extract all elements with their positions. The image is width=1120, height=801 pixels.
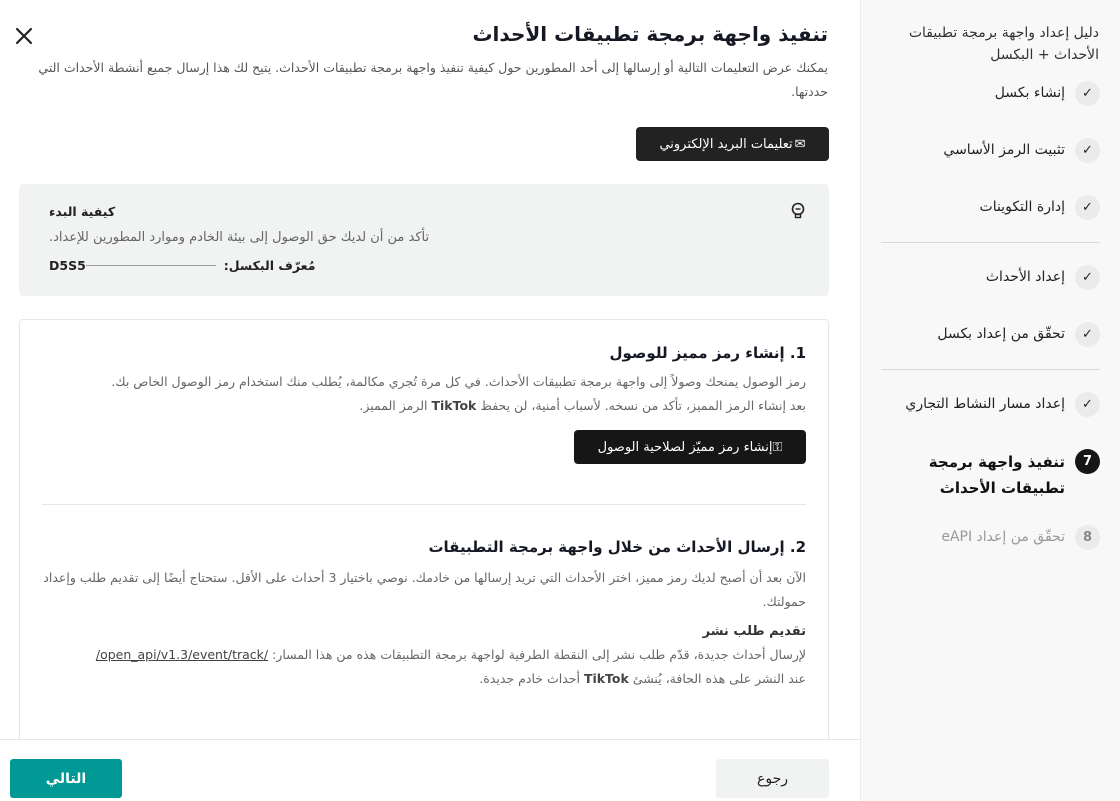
sidebar-item-label: تثبيت الرمز الأساسي <box>943 142 1065 158</box>
step-text: الآن بعد أن أصبح لديك رمز مميز، اختر الأحداث التي تريد إرسالها من خادمك. نوصي باختيار 3 أحداث على الأقل. ستحتاج أيضًا إلى تقديم طلب وإعداد حمولتك. <box>43 570 806 609</box>
sidebar-item-manage-configurations[interactable] <box>881 195 1100 220</box>
sidebar-item-create-pixel[interactable] <box>881 81 1100 106</box>
step-text-line: بعد إنشاء الرمز المميز، تأكد من نسخه. لأسباب أمنية، لن يحفظ TikTok الرمز المميز. <box>359 398 806 413</box>
steps-card <box>19 319 829 740</box>
tip-text: تأكد من أن لديك حق الوصول إلى بيئة الخادم وموارد المطورين للإعداد. <box>49 230 430 245</box>
page-title: تنفيذ واجهة برمجة تطبيقات الأحداث <box>472 22 828 46</box>
step-number-badge: 8 <box>1075 525 1100 550</box>
pixel-id-label: مُعرّف البكسل: <box>223 258 316 273</box>
sidebar-item-install-base-code[interactable] <box>881 138 1100 163</box>
sidebar-item-verify-pixel[interactable] <box>881 322 1100 347</box>
check-icon: ✓ <box>1075 322 1100 347</box>
key-icon: ⚿ <box>772 439 783 455</box>
footer <box>0 739 860 801</box>
sidebar-item-label: إعداد الأحداث <box>985 269 1065 285</box>
pixel-id-value: D5S5 <box>49 258 86 273</box>
endpoint-path-link[interactable]: /open_api/v1.3/event/track/ <box>95 647 269 662</box>
check-icon: ✓ <box>1075 195 1100 220</box>
sidebar-title: دليل إعداد واجهة برمجة تطبيقات الأحداث + البكسل <box>908 25 1099 63</box>
check-icon: ✓ <box>1075 138 1100 163</box>
sidebar-item-label: تحقّق من إعداد eAPI <box>941 529 1065 545</box>
step-text-line: رمز الوصول يمنحك وصولاً إلى واجهة برمجة تطبيقات الأحداث. في كل مرة تُجري مكالمة، يُطلب منك استخدام رمز الوصول الخاص بك. <box>111 374 806 389</box>
sidebar-item-label: تنفيذ واجهة برمجة تطبيقات الأحداث <box>928 453 1065 497</box>
sidebar-item-label: إنشاء بكسل <box>994 85 1065 101</box>
tip-title: كيفية البدء <box>49 204 116 219</box>
check-icon: ✓ <box>1075 265 1100 290</box>
sidebar-item-label: إدارة التكوينات <box>979 199 1065 215</box>
step-divider <box>42 504 806 505</box>
sidebar-item-verify-eapi[interactable] <box>881 525 1100 550</box>
steps-sidebar <box>860 0 1120 801</box>
email-icon: ✉ <box>794 136 806 152</box>
create-access-token-button[interactable] <box>574 430 806 464</box>
sidebar-item-label: إعداد مسار النشاط التجاري <box>905 396 1065 412</box>
email-instructions-label: تعليمات البريد الإلكتروني <box>659 136 793 152</box>
page-description: يمكنك عرض التعليمات التالية أو إرسالها إلى أحد المطورين حول كيفية تنفيذ واجهة برمجة تطبيقات الأحداث. يتيح لك هذا إرسال جميع أنشطة الأحداث التي حددتها. <box>38 60 828 99</box>
close-icon <box>14 26 34 46</box>
check-icon: ✓ <box>1075 392 1100 417</box>
email-instructions-button[interactable] <box>636 127 829 161</box>
step-create-token <box>42 344 806 464</box>
pixel-id-redacted <box>86 265 216 266</box>
create-access-token-label: إنشاء رمز مميّز لصلاحية الوصول <box>597 439 773 455</box>
post-request-text: لإرسال أحداث جديدة، قدّم طلب نشر إلى النقطة الطرفية لواجهة برمجة التطبيقات هذه من هذا المسار: /open_api/v1.3/event/track/ عند النشر على هذه الحافة، يُنشئ TikTok أحداث خادم جديدة. <box>95 647 806 686</box>
sidebar-item-label: تحقّق من إعداد بكسل <box>937 326 1065 342</box>
close-button[interactable] <box>14 26 34 46</box>
post-request-title: تقديم طلب نشر <box>702 624 806 639</box>
sidebar-item-setup-events[interactable] <box>881 265 1100 290</box>
step-send-events <box>42 538 806 691</box>
sidebar-item-implement-events-api[interactable] <box>881 449 1100 501</box>
sidebar-divider <box>881 369 1100 370</box>
step-number-badge: 7 <box>1075 449 1100 474</box>
getting-started-tip <box>19 184 829 296</box>
step-text <box>42 370 806 418</box>
check-icon: ✓ <box>1075 81 1100 106</box>
back-button[interactable]: رجوع <box>716 759 829 798</box>
sidebar-item-business-funnel[interactable] <box>881 392 1100 417</box>
lightbulb-icon <box>789 202 807 220</box>
next-button[interactable]: التالي <box>10 759 122 798</box>
step-title: 2. إرسال الأحداث من خلال واجهة برمجة التطبيقات <box>428 538 806 556</box>
sidebar-divider <box>881 242 1100 243</box>
step-title: 1. إنشاء رمز مميز للوصول <box>609 344 806 362</box>
pixel-id-row <box>49 258 315 273</box>
sidebar-steps <box>881 81 1100 550</box>
